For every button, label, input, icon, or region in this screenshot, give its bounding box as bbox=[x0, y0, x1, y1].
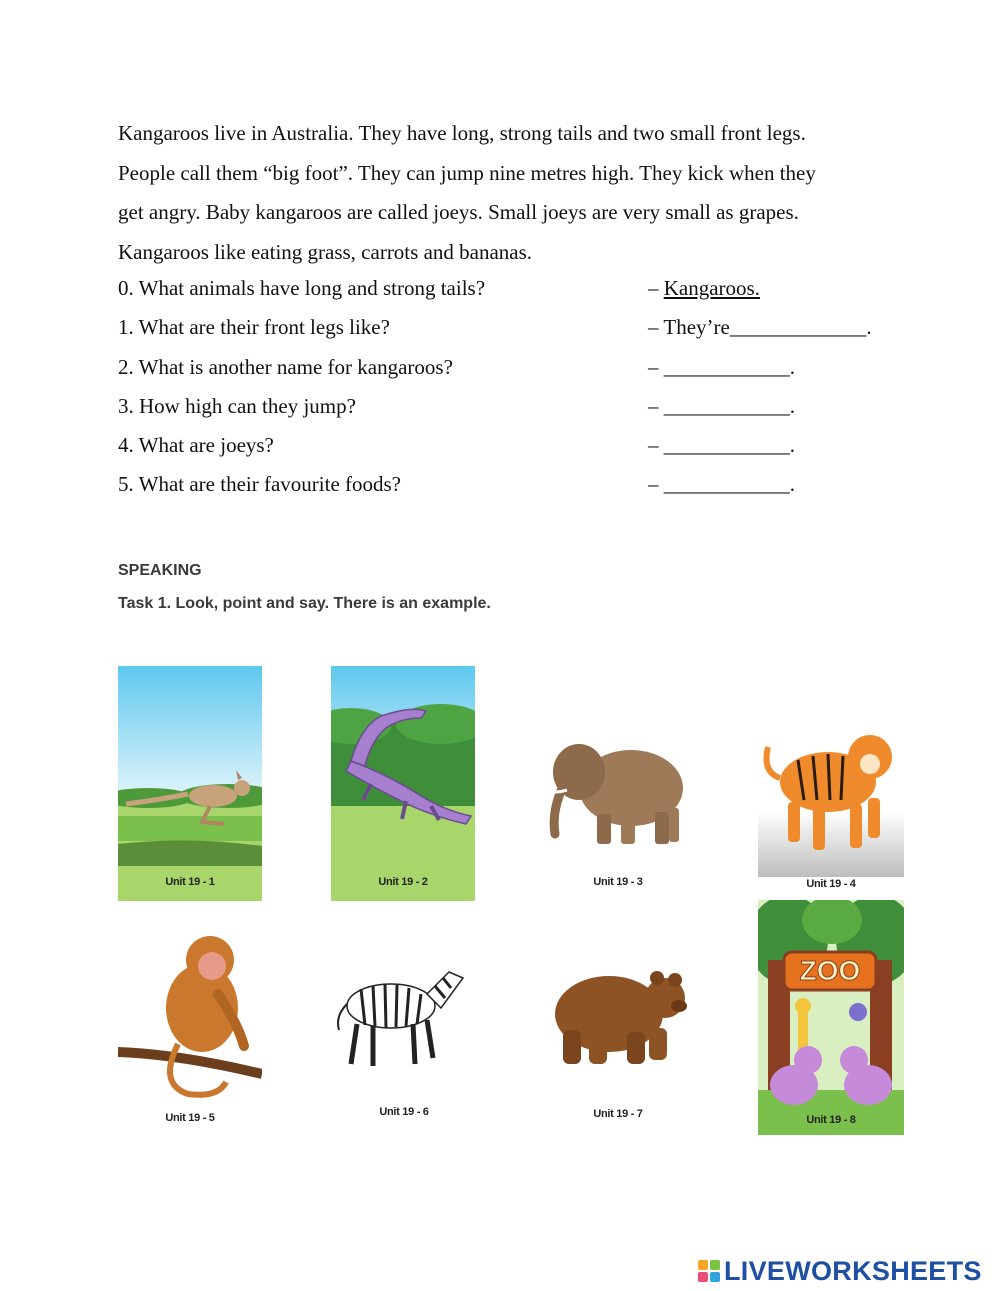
picture-card bbox=[118, 934, 262, 1134]
answer-field[interactable] bbox=[648, 387, 795, 426]
question-row bbox=[118, 348, 938, 387]
question-text: 0. What animals have long and strong tails? bbox=[118, 276, 486, 300]
answer-prefix: – bbox=[648, 276, 664, 300]
answer-blank[interactable]: ____________. bbox=[663, 393, 795, 418]
zebra-icon bbox=[331, 964, 477, 1074]
picture-card bbox=[545, 958, 691, 1130]
logo-block bbox=[698, 1260, 708, 1270]
question-row bbox=[118, 387, 938, 426]
question-row bbox=[118, 465, 938, 504]
answer-prefix: – bbox=[648, 393, 664, 418]
picture-card bbox=[331, 964, 477, 1130]
answer-blank[interactable]: _____________. bbox=[729, 315, 872, 340]
reading-passage bbox=[118, 114, 918, 272]
answer-prefix: – They’re bbox=[648, 315, 730, 340]
question-row bbox=[118, 269, 938, 308]
zoo-sign: ZOO bbox=[799, 955, 861, 986]
card-caption: Unit 19 - 5 bbox=[165, 1112, 215, 1124]
question-text: 3. How high can they jump? bbox=[118, 393, 356, 418]
answer-prefix: – bbox=[648, 472, 664, 497]
card-caption: Unit 19 - 4 bbox=[806, 878, 856, 890]
picture-card bbox=[758, 900, 904, 1135]
card-caption: Unit 19 - 2 bbox=[378, 876, 428, 888]
passage-line: Kangaroos live in Australia. They have long, strong tails and two small front legs. bbox=[118, 121, 806, 145]
bear-icon bbox=[545, 958, 691, 1078]
passage-line: Kangaroos like eating grass, carrots and bananas. bbox=[118, 239, 533, 264]
answer-prefix: – bbox=[648, 354, 664, 379]
question-text: 1. What are their front legs like? bbox=[118, 315, 390, 340]
picture-card bbox=[545, 730, 691, 895]
answer-prefix: – bbox=[648, 433, 664, 458]
logo-block bbox=[710, 1272, 720, 1282]
passage-line: People call them “big foot”. They can jump nine metres high. They kick when they bbox=[118, 160, 816, 185]
answer-field[interactable] bbox=[648, 426, 795, 465]
liveworksheets-logo bbox=[698, 1255, 982, 1287]
logo-text: LIVEWORKSHEETS bbox=[724, 1255, 982, 1286]
answer-field[interactable] bbox=[648, 348, 795, 387]
question-text: 5. What are their favourite foods? bbox=[118, 472, 401, 497]
logo-block bbox=[698, 1272, 708, 1282]
zoo-icon bbox=[758, 900, 904, 1135]
passage-line: get angry. Baby kangaroos are called joeys. Small joeys are very small as grapes. bbox=[118, 200, 799, 224]
section-heading: SPEAKING bbox=[118, 562, 202, 579]
question-row bbox=[118, 308, 938, 347]
monkey-icon bbox=[118, 934, 262, 1104]
picture-card bbox=[331, 666, 475, 901]
card-caption: Unit 19 - 3 bbox=[593, 876, 643, 888]
answer-example bbox=[648, 269, 760, 308]
answer-blank[interactable]: ____________. bbox=[663, 472, 795, 497]
kangaroo-icon bbox=[118, 666, 262, 901]
answer-blank[interactable]: ____________. bbox=[663, 433, 795, 458]
card-caption: Unit 19 - 1 bbox=[165, 876, 215, 888]
card-caption: Unit 19 - 7 bbox=[593, 1108, 643, 1120]
crocodile-icon bbox=[331, 666, 475, 901]
task-instruction: Task 1. Look, point and say. There is an example. bbox=[118, 595, 491, 612]
card-caption: Unit 19 - 6 bbox=[379, 1106, 429, 1118]
question-text: 2. What is another name for kangaroos? bbox=[118, 354, 453, 379]
question-row bbox=[118, 426, 938, 465]
question-list bbox=[118, 269, 938, 505]
answer-field[interactable] bbox=[648, 465, 795, 504]
logo-icon bbox=[698, 1260, 720, 1282]
tiger-icon bbox=[758, 712, 904, 877]
answer-blank[interactable]: ____________. bbox=[663, 354, 795, 379]
answer-example-text: Kangaroos. bbox=[663, 276, 760, 300]
card-caption: Unit 19 - 8 bbox=[806, 1114, 856, 1126]
answer-field[interactable] bbox=[648, 308, 872, 347]
picture-card bbox=[118, 666, 262, 901]
picture-card bbox=[758, 712, 904, 897]
logo-block bbox=[710, 1260, 720, 1270]
question-text: 4. What are joeys? bbox=[118, 433, 274, 458]
elephant-icon bbox=[545, 730, 691, 870]
